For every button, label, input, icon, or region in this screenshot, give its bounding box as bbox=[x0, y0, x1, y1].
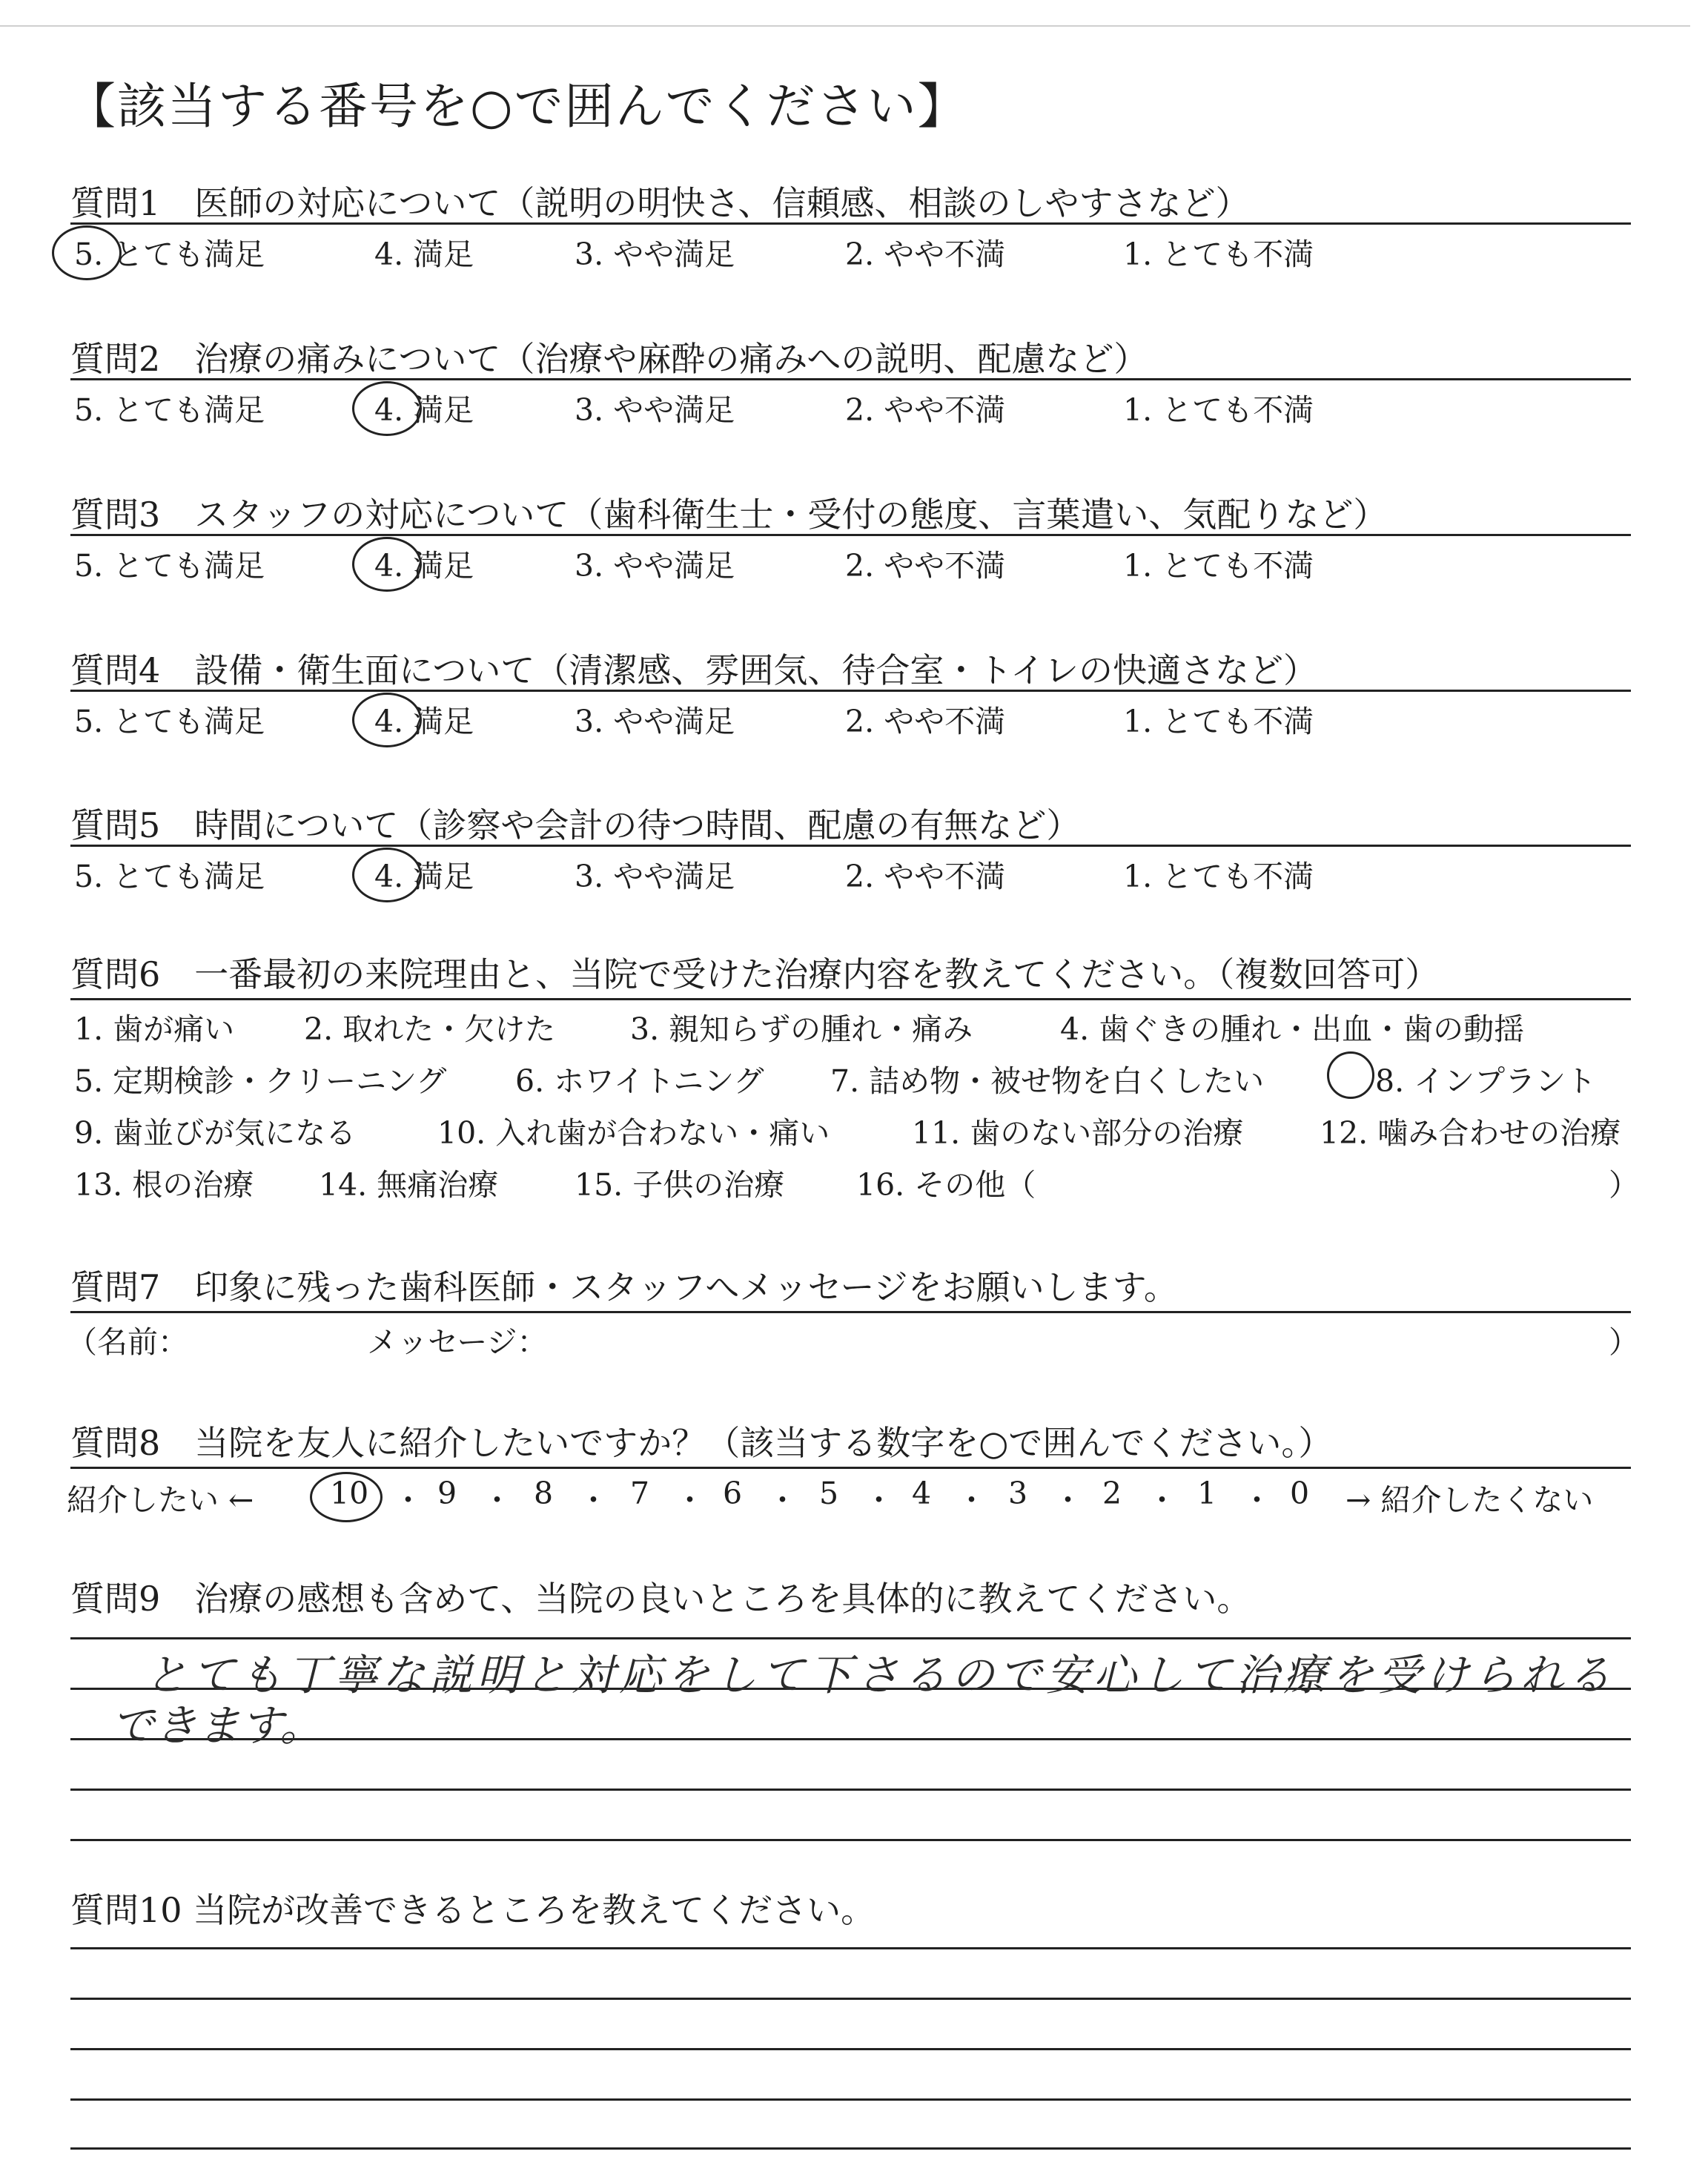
q6-option-8[interactable]: 8. インプラント bbox=[1375, 1063, 1597, 1099]
q9-handwritten-line-1: とても丁寧な説明と対応をして下さるので安心して治療を受けられる bbox=[145, 1650, 1616, 1700]
q1-option-2[interactable]: 2. やや不満 bbox=[845, 237, 1006, 272]
q10-line-5 bbox=[70, 2147, 1631, 2150]
q8-separator: ・ bbox=[482, 1482, 512, 1518]
q8-separator: ・ bbox=[1242, 1482, 1272, 1518]
q6-rule bbox=[70, 998, 1631, 1000]
scan-top-edge bbox=[0, 25, 1690, 27]
q9-line-1 bbox=[70, 1637, 1631, 1639]
q6-option-15[interactable]: 15. 子供の治療 bbox=[575, 1167, 785, 1203]
q2-option-1[interactable]: 1. とても不満 bbox=[1123, 392, 1314, 428]
q8-scale-10[interactable]: 10 bbox=[330, 1476, 369, 1511]
q5-option-3[interactable]: 3. やや満足 bbox=[575, 859, 735, 894]
q3-option-4[interactable]: 4. 満足 bbox=[374, 548, 474, 584]
q1-option-4[interactable]: 4. 満足 bbox=[374, 237, 474, 272]
q5-option-4[interactable]: 4. 満足 bbox=[374, 859, 474, 894]
q2-title: 質問2 治療の痛みについて（治療や麻酔の痛みへの説明、配慮など） bbox=[70, 339, 1148, 379]
q4-option-5[interactable]: 5. とても満足 bbox=[74, 704, 265, 739]
q1-option-1[interactable]: 1. とても不満 bbox=[1123, 237, 1314, 272]
q8-separator: ・ bbox=[393, 1482, 423, 1518]
q9-handwritten-line-2: できます。 bbox=[111, 1700, 323, 1751]
q8-separator: ・ bbox=[864, 1482, 894, 1518]
q6-option-1[interactable]: 1. 歯が痛い bbox=[74, 1011, 235, 1047]
q6-option-6[interactable]: 6. ホワイトニング bbox=[515, 1063, 764, 1099]
q6-option-9[interactable]: 9. 歯並びが気になる bbox=[74, 1115, 357, 1151]
q8-scale-0[interactable]: 0 bbox=[1290, 1476, 1310, 1511]
q1-selected-circle bbox=[52, 225, 122, 280]
q2-selected-circle bbox=[352, 381, 422, 436]
q4-rule bbox=[70, 690, 1631, 692]
q6-selected-circle bbox=[1327, 1051, 1374, 1099]
q6-option-13[interactable]: 13. 根の治療 bbox=[74, 1167, 254, 1203]
q6-option-10[interactable]: 10. 入れ歯が合わない・痛い bbox=[437, 1115, 830, 1151]
q7-close: ） bbox=[1609, 1324, 1639, 1360]
q2-rule bbox=[70, 378, 1631, 380]
q4-option-1[interactable]: 1. とても不満 bbox=[1123, 704, 1314, 739]
q5-rule bbox=[70, 845, 1631, 847]
q5-title: 質問5 時間について（診察や会計の待つ時間、配慮の有無など） bbox=[70, 805, 1081, 845]
q1-option-3[interactable]: 3. やや満足 bbox=[575, 237, 735, 272]
q10-title: 質問10 当院が改善できるところを教えてください。 bbox=[70, 1890, 875, 1930]
q6-option-3[interactable]: 3. 親知らずの腫れ・痛み bbox=[630, 1011, 973, 1047]
q1-option-5[interactable]: 5. とても満足 bbox=[74, 237, 265, 272]
q8-separator: ・ bbox=[1053, 1482, 1083, 1518]
q7-rule bbox=[70, 1311, 1631, 1313]
q6-option-16[interactable]: 16. その他（ bbox=[856, 1167, 1036, 1203]
q5-option-1[interactable]: 1. とても不満 bbox=[1123, 859, 1314, 894]
q8-separator: ・ bbox=[1147, 1482, 1177, 1518]
q8-scale-5[interactable]: 5 bbox=[819, 1476, 839, 1511]
q8-scale-9[interactable]: 9 bbox=[437, 1476, 457, 1511]
q3-selected-circle bbox=[352, 537, 422, 592]
q6-other-close: ） bbox=[1609, 1167, 1639, 1203]
q10-line-4 bbox=[70, 2098, 1631, 2101]
q6-option-4[interactable]: 4. 歯ぐきの腫れ・出血・歯の動揺 bbox=[1060, 1011, 1525, 1047]
q9-line-4 bbox=[70, 1789, 1631, 1791]
q2-option-3[interactable]: 3. やや満足 bbox=[575, 392, 735, 428]
q6-option-12[interactable]: 12. 噛み合わせの治療 bbox=[1320, 1115, 1621, 1151]
q8-title: 質問8 当院を友人に紹介したいですか？（該当する数字を○で囲んでください。） bbox=[70, 1423, 1333, 1463]
q3-option-1[interactable]: 1. とても不満 bbox=[1123, 548, 1314, 584]
q6-option-14[interactable]: 14. 無痛治療 bbox=[319, 1167, 499, 1203]
q9-line-5 bbox=[70, 1839, 1631, 1841]
q5-option-5[interactable]: 5. とても満足 bbox=[74, 859, 265, 894]
q6-option-5[interactable]: 5. 定期検診・クリーニング bbox=[74, 1063, 447, 1099]
q6-option-2[interactable]: 2. 取れた・欠けた bbox=[304, 1011, 556, 1047]
q10-line-3 bbox=[70, 2048, 1631, 2050]
q8-scale-1[interactable]: 1 bbox=[1197, 1476, 1217, 1511]
form-heading: 【該当する番号を○で囲んでください】 bbox=[67, 78, 968, 135]
q8-separator: ・ bbox=[578, 1482, 609, 1518]
q8-separator: ・ bbox=[956, 1482, 987, 1518]
q6-option-7[interactable]: 7. 詰め物・被せ物を白くしたい bbox=[830, 1063, 1265, 1099]
q4-selected-circle bbox=[352, 693, 422, 747]
q7-title: 質問7 印象に残った歯科医師・スタッフへメッセージをお願いします。 bbox=[70, 1267, 1178, 1307]
q1-rule bbox=[70, 222, 1631, 225]
q8-scale-3[interactable]: 3 bbox=[1008, 1476, 1028, 1511]
q2-option-2[interactable]: 2. やや不満 bbox=[845, 392, 1006, 428]
q8-scale-4[interactable]: 4 bbox=[912, 1476, 932, 1511]
q8-separator: ・ bbox=[675, 1482, 705, 1518]
q7-message-label: メッセージ： bbox=[367, 1324, 548, 1360]
q8-left-label: 紹介したい ← bbox=[67, 1482, 254, 1518]
q5-option-2[interactable]: 2. やや不満 bbox=[845, 859, 1006, 894]
q8-scale-8[interactable]: 8 bbox=[534, 1476, 554, 1511]
q9-title: 質問9 治療の感想も含めて、当院の良いところを具体的に教えてください。 bbox=[70, 1579, 1251, 1619]
q8-scale-2[interactable]: 2 bbox=[1102, 1476, 1122, 1511]
q10-line-2 bbox=[70, 1998, 1631, 2000]
q3-option-3[interactable]: 3. やや満足 bbox=[575, 548, 735, 584]
q8-rule bbox=[70, 1467, 1631, 1469]
q3-option-2[interactable]: 2. やや不満 bbox=[845, 548, 1006, 584]
q6-title: 質問6 一番最初の来院理由と、当院で受けた治療内容を教えてください。（複数回答可） bbox=[70, 954, 1440, 994]
q4-option-4[interactable]: 4. 満足 bbox=[374, 704, 474, 739]
q2-option-4[interactable]: 4. 満足 bbox=[374, 392, 474, 428]
q8-right-label: → 紹介したくない bbox=[1345, 1482, 1594, 1518]
q8-separator: ・ bbox=[767, 1482, 798, 1518]
q4-title: 質問4 設備・衛生面について（清潔感、雰囲気、待合室・トイレの快適さなど） bbox=[70, 650, 1318, 690]
q7-name-label: （名前： bbox=[67, 1324, 188, 1360]
q8-scale-7[interactable]: 7 bbox=[630, 1476, 650, 1511]
q5-selected-circle bbox=[352, 848, 422, 902]
q6-option-11[interactable]: 11. 歯のない部分の治療 bbox=[912, 1115, 1244, 1151]
q4-option-2[interactable]: 2. やや不満 bbox=[845, 704, 1006, 739]
q8-scale-6[interactable]: 6 bbox=[723, 1476, 743, 1511]
q10-line-1 bbox=[70, 1947, 1631, 1949]
q2-option-5[interactable]: 5. とても満足 bbox=[74, 392, 265, 428]
q3-option-5[interactable]: 5. とても満足 bbox=[74, 548, 265, 584]
q3-title: 質問3 スタッフの対応について（歯科衛生士・受付の態度、言葉遣い、気配りなど） bbox=[70, 495, 1388, 535]
q3-rule bbox=[70, 534, 1631, 536]
q1-title: 質問1 医師の対応について（説明の明快さ、信頼感、相談のしやすさなど） bbox=[70, 183, 1250, 223]
q8-selected-circle bbox=[310, 1472, 383, 1522]
q4-option-3[interactable]: 3. やや満足 bbox=[575, 704, 735, 739]
